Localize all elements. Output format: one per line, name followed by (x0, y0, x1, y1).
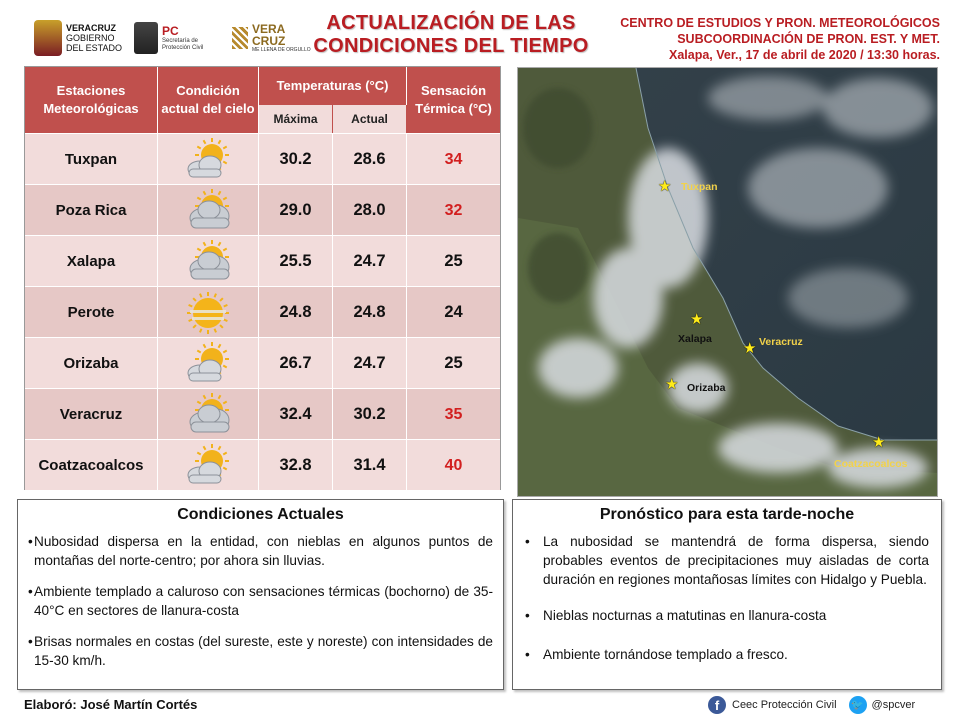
social-links (708, 696, 915, 714)
station-name: Tuxpan (25, 134, 158, 185)
current-item-2: • Ambiente templado a caluroso con sensaciones térmicas (bochorno) de 35-40°C en sectores de llanura-costa (28, 582, 493, 620)
table-row (25, 337, 500, 388)
veracruz-orgullo-logo (232, 18, 311, 58)
thermal-sensation: 34 (444, 150, 463, 168)
pc-shield-icon (134, 22, 158, 54)
sky-condition-cell (158, 338, 259, 389)
inst-line1: CENTRO DE ESTUDIOS Y PRON. METEOROLÓGICOS (620, 16, 940, 30)
partly-cloudy-sun-icon (182, 137, 234, 183)
table-row (25, 184, 500, 235)
page-title (306, 12, 596, 58)
thermal-sensation: 32 (444, 201, 463, 219)
star-icon-veracruz: ★ (743, 340, 757, 357)
star-icon-tuxpan: ★ (658, 178, 672, 195)
map-label-veracruz: Veracruz (759, 336, 803, 348)
thermal-sensation: 25 (444, 252, 463, 270)
temp-actual: 28.6 (333, 134, 407, 185)
logo1-line3: DEL ESTADO (66, 43, 123, 53)
station-name: Poza Rica (25, 185, 158, 236)
sky-condition-cell (158, 134, 259, 185)
sky-condition-cell (158, 440, 259, 491)
header-actual: Actual (333, 105, 407, 133)
star-icon-coatzacoalcos: ★ (872, 434, 886, 451)
forecast-item-3: • Ambiente tornándose templado a fresco. (525, 645, 929, 664)
proteccion-civil-logo (134, 18, 203, 58)
title-line1: ACTUALIZACIÓN DE LAS (326, 12, 576, 34)
thermal-sensation: 24 (444, 303, 463, 321)
state-crest-icon (34, 20, 62, 56)
temp-max: 32.4 (259, 389, 333, 440)
temp-max: 26.7 (259, 338, 333, 389)
logo1-line1: VERACRUZ (66, 23, 117, 33)
facebook-link[interactable]: Ceec Protección Civil (732, 699, 837, 711)
title-line2: CONDICIONES DEL TIEMPO (313, 35, 589, 57)
veracruz-gobierno-logo (34, 18, 122, 58)
inst-line2: SUBCOORDINACIÓN DE PRON. EST. Y MET. (677, 32, 940, 46)
forecast-item-1: • La nubosidad se mantendrá de forma dispersa, siendo probables eventos de precipitaciones muy aisladas de corta duración en regiones montañosas límites con Hidalgo y Puebla. (525, 532, 929, 589)
temp-actual: 24.7 (333, 236, 407, 287)
facebook-icon[interactable]: f (708, 696, 726, 714)
twitter-link[interactable]: @spcver (871, 699, 916, 711)
twitter-icon[interactable]: 🐦 (849, 696, 867, 714)
temp-max: 25.5 (259, 236, 333, 287)
station-name: Coatzacoalcos (25, 440, 158, 491)
cloudy-sun-icon (182, 188, 234, 234)
logo3-tagline: ME LLENA DE ORGULLO (252, 46, 311, 53)
star-icon-orizaba: ★ (665, 376, 679, 393)
temp-max: 24.8 (259, 287, 333, 338)
logo2-title: PC (162, 23, 179, 38)
temp-max: 32.8 (259, 440, 333, 491)
hazy-sun-icon (182, 290, 234, 336)
table-row (25, 133, 500, 184)
thermal-sensation: 40 (444, 456, 463, 474)
author: Elaboró: José Martín Cortés (24, 697, 198, 712)
forecast-title: Pronóstico para esta tarde-noche (599, 506, 855, 523)
header-max: Máxima (259, 105, 333, 133)
table-row (25, 286, 500, 337)
institution-header (600, 15, 940, 63)
sky-condition-cell (158, 287, 259, 338)
forecast-panel (512, 499, 942, 690)
table-row (25, 439, 500, 490)
logo2-line2: Protección Civil (162, 44, 204, 51)
header-condition: Condición actual del cielo (158, 67, 259, 133)
station-name: Perote (25, 287, 158, 338)
current-item-3: • Brisas normales en costas (del sureste, este y noreste) con intensidades de 15-30 km/h. (28, 632, 493, 670)
map-label-coatzacoalcos: Coatzacoalcos (834, 458, 908, 470)
header-station: Estaciones Meteorológicas (25, 67, 158, 133)
map-label-orizaba: Orizaba (687, 382, 726, 394)
temp-max: 30.2 (259, 134, 333, 185)
temp-actual: 24.7 (333, 338, 407, 389)
partly-cloudy-sun-icon (182, 341, 234, 387)
temp-actual: 28.0 (333, 185, 407, 236)
sky-condition-cell (158, 389, 259, 440)
temp-actual: 31.4 (333, 440, 407, 491)
thermal-sensation: 35 (444, 405, 463, 423)
cloudy-sun-icon (182, 392, 234, 438)
sky-condition-cell (158, 185, 259, 236)
logo3-line2: CRUZ (252, 33, 286, 48)
inst-date: Xalapa, Ver., 17 de abril de 2020 / 13:30 horas. (669, 48, 940, 62)
stations-table (24, 66, 501, 490)
logo1-line2: GOBIERNO (66, 33, 115, 43)
temp-max: 29.0 (259, 185, 333, 236)
map-label-tuxpan: Tuxpan (681, 181, 718, 193)
logo2-line1: Secretaría de (162, 37, 199, 44)
station-name: Veracruz (25, 389, 158, 440)
header-temperatures: Temperaturas (°C) (259, 67, 407, 105)
station-name: Orizaba (25, 338, 158, 389)
station-name: Xalapa (25, 236, 158, 287)
current-conditions-panel (17, 499, 504, 690)
map-label-xalapa: Xalapa (678, 333, 712, 345)
star-icon-xalapa: ★ (690, 311, 704, 328)
temp-actual: 24.8 (333, 287, 407, 338)
forecast-item-2: • Nieblas nocturnas a matutinas en llanura-costa (525, 606, 929, 625)
satellite-map (517, 67, 938, 497)
temp-actual: 30.2 (333, 389, 407, 440)
pattern-icon (232, 27, 248, 49)
logo3-line1: VERA (252, 21, 286, 36)
table-row (25, 388, 500, 439)
cloudy-sun-icon (182, 239, 234, 285)
table-row (25, 235, 500, 286)
current-item-1: • Nubosidad dispersa en la entidad, con nieblas en algunos puntos de montañas del norte-centro; por ahora sin lluvias. (28, 532, 493, 570)
sky-condition-cell (158, 236, 259, 287)
thermal-sensation: 25 (444, 354, 463, 372)
partly-cloudy-sun-icon (182, 443, 234, 489)
header-feel: Sensación Térmica (°C) (407, 67, 500, 133)
current-title: Condiciones Actuales (177, 506, 344, 523)
